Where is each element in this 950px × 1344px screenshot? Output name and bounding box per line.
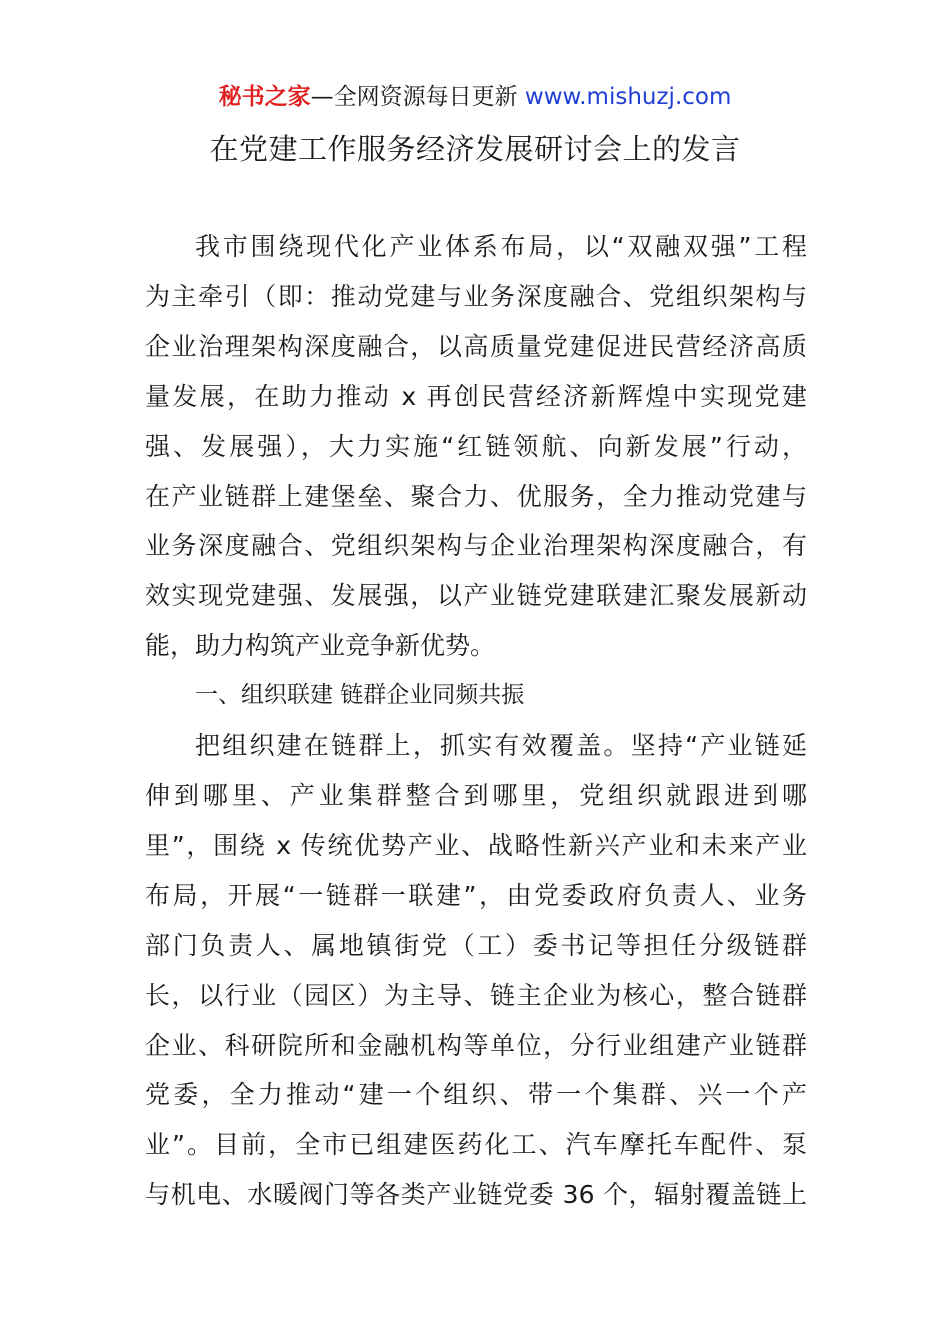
paragraph-line: 部门负责人、属地镇街党（工）委书记等担任分级链群 xyxy=(145,930,807,960)
brand-name: 秘书之家 xyxy=(218,84,311,110)
paragraph-line: 能，助力构筑产业竞争新优势。 xyxy=(145,631,496,661)
document-body xyxy=(145,222,807,1220)
paragraph-line: 量发展，在助力推动 x 再创民营经济新辉煌中实现党建 xyxy=(145,381,807,411)
paragraph-line: 我市围绕现代化产业体系布局，以“双融双强”工程 xyxy=(195,232,807,261)
paragraph-line: 长，以行业（园区）为主导、链主企业为核心，整合链群 xyxy=(145,980,807,1010)
site-header xyxy=(0,82,950,112)
paragraph-line: 与机电、水暖阀门等各类产业链党委 36 个，辐射覆盖链上 xyxy=(145,1180,807,1210)
paragraph-line: 为主牵引（即：推动党建与业务深度融合、党组织架构与 xyxy=(145,281,807,311)
section-heading: 一、组织联建 链群企业同频共振 xyxy=(195,682,525,709)
paragraph-line: 伸到哪里、产业集群整合到哪里，党组织就跟进到哪 xyxy=(145,780,807,810)
paragraph-line: 党委，全力推动“建一个组织、带一个集群、兴一个产 xyxy=(145,1080,807,1110)
paragraph-line: 把组织建在链群上，抓实有效覆盖。坚持“产业链延 xyxy=(195,731,807,761)
paragraph-line: 业务深度融合、党组织架构与企业治理架构深度融合，有 xyxy=(145,531,807,561)
paragraph-line: 在产业链群上建堡垒、聚合力、优服务，全力推动党建与 xyxy=(145,481,807,511)
paragraph-line: 企业、科研院所和金融机构等单位，分行业组建产业链群 xyxy=(145,1030,807,1060)
paragraph-line: 里”，围绕 x 传统优势产业、战略性新兴产业和未来产业 xyxy=(145,830,807,860)
paragraph-line: 效实现党建强、发展强，以产业链党建联建汇聚发展新动 xyxy=(145,581,807,611)
header-tagline: —全网资源每日更新 xyxy=(310,84,525,110)
paragraph-line: 布局，开展“一链群一联建”，由党委政府负责人、业务 xyxy=(145,880,807,910)
paragraph-line: 业”。目前，全市已组建医药化工、汽车摩托车配件、泵 xyxy=(145,1130,807,1160)
document-title: 在党建工作服务经济发展研讨会上的发言 xyxy=(209,132,741,166)
paragraph-line: 企业治理架构深度融合，以高质量党建促进民营经济高质 xyxy=(145,331,807,361)
paragraph-line: 强、发展强），大力实施“红链领航、向新发展”行动， xyxy=(145,431,807,461)
site-url[interactable]: www.mishuzj.com xyxy=(524,84,732,110)
